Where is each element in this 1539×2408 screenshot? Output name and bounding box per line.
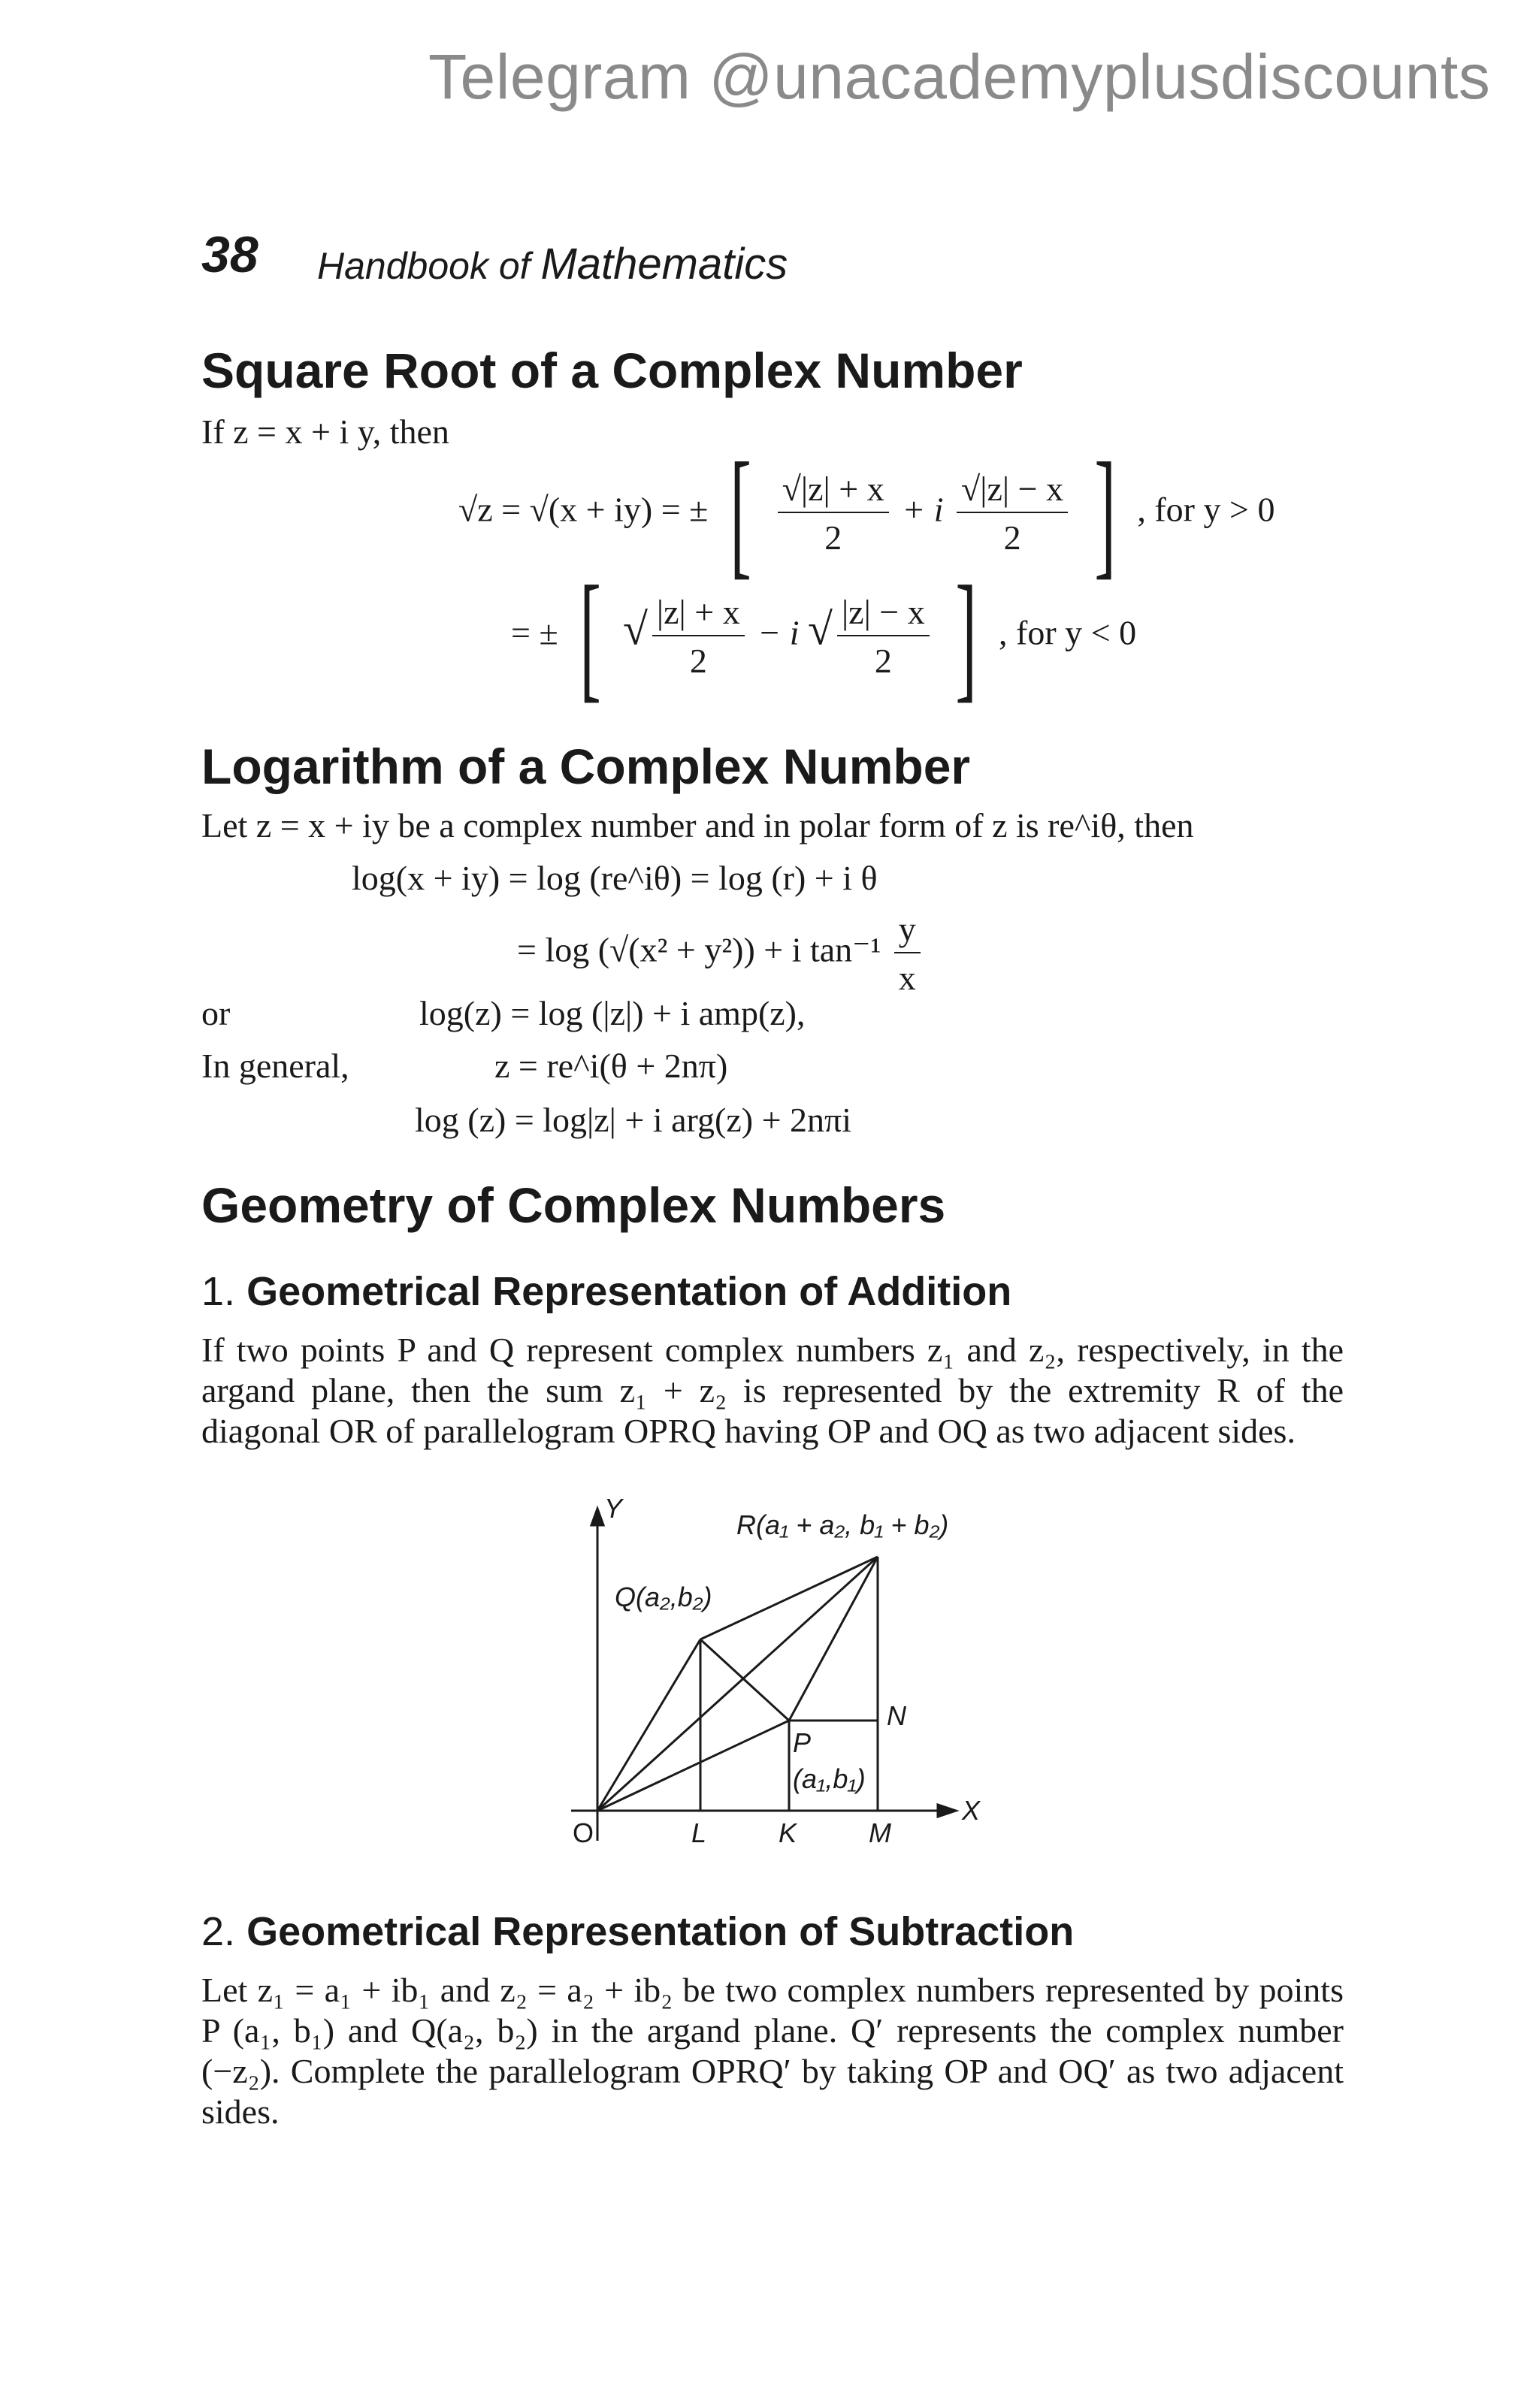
subsection-addition-title: [201, 1268, 1011, 1315]
watermark: Telegram @unacademyplusdiscounts: [428, 41, 1491, 112]
label-q: Q(a₂,b₂): [615, 1582, 712, 1612]
segment-pr: [789, 1557, 878, 1721]
eq2-condition: , for y < 0: [999, 613, 1137, 652]
log-line2-frac: [894, 909, 921, 998]
label-n: N: [887, 1700, 906, 1731]
eq2-num1: |z| + x: [652, 592, 745, 636]
x-axis-arrow-icon: [938, 1805, 956, 1817]
eq1-frac1: [778, 469, 889, 557]
eq1-plus-i: + i: [902, 490, 944, 529]
log-line1: log(x + iy) = log (re^iθ) = log (r) + i θ: [352, 859, 878, 897]
label-k: K: [779, 1817, 797, 1848]
subsection-addition-label: Geometrical Representation of Addition: [246, 1269, 1012, 1314]
eq1-den1: 2: [824, 518, 842, 557]
square-root-intro: If z = x + i y, then: [201, 412, 449, 451]
addition-parallelogram-diagram: [526, 1495, 992, 1856]
label-p: P: [793, 1727, 812, 1758]
addition-paragraph: If two points P and Q represent complex numbers z₁ and z₂, respectively, in the argand plane, then the sum z₁ + z₂ is represented by the extremity R of the diagonal OR of parallelogram OPRQ having OP and OQ as two adjacent sides.: [201, 1331, 1344, 1450]
subsection-subtraction-number: 2.: [201, 1909, 236, 1954]
log-line2-num: y: [894, 909, 921, 953]
eq2-frac2: [837, 592, 930, 681]
page-number: 38: [201, 226, 259, 283]
book-prefix: Handbook of: [317, 245, 531, 287]
y-axis-arrow-icon: [591, 1509, 603, 1525]
diagonal-qp: [700, 1639, 789, 1721]
label-p-coords: (a₁,b₁): [793, 1763, 866, 1794]
eq2-num2: |z| − x: [837, 592, 930, 636]
segment-op: [597, 1721, 789, 1811]
log-line2-main: = log (√(x² + y²)) + i tan⁻¹: [517, 930, 881, 969]
log-line4: z = re^i(θ + 2nπ): [494, 1047, 728, 1085]
label-x: X: [962, 1795, 981, 1826]
log-line5: log (z) = log|z| + i arg(z) + 2nπi: [415, 1101, 852, 1139]
eq1-frac2: [957, 469, 1068, 557]
label-m: M: [869, 1817, 891, 1848]
log-line3: log(z) = log (|z|) + i amp(z),: [419, 994, 806, 1032]
or-label: or: [201, 994, 231, 1032]
eq2-den2: 2: [874, 642, 892, 680]
square-root-eq1: √z = √(x + iy) = ± [ $\frac{√|z| + x}{2}$ + i $\frac{√|z| - x}{2}$ ] , for y > 0: [458, 434, 1275, 592]
eq1-lhs: √z = √(x + iy) = ±: [458, 490, 709, 529]
eq2-frac1: [652, 592, 745, 681]
logarithm-intro: Let z = x + iy be a complex number and in polar form of z is re^iθ, then: [201, 806, 1194, 844]
section-title-square-root: Square Root of a Complex Number: [201, 343, 1023, 398]
log-line2: [517, 909, 925, 998]
segment-oq: [597, 1639, 700, 1811]
subsection-addition-number: 1.: [201, 1269, 236, 1314]
eq2-minus-i: − i: [757, 613, 800, 652]
book-subject: Mathematics: [540, 240, 788, 289]
eq1-den2: 2: [1003, 518, 1021, 557]
in-general-label: In general,: [201, 1047, 349, 1085]
label-origin: O: [573, 1817, 594, 1848]
eq1-num2: √|z| − x: [957, 469, 1068, 513]
subsection-subtraction-label: Geometrical Representation of Subtraction: [246, 1909, 1075, 1954]
segment-qr: [700, 1557, 878, 1639]
subtraction-paragraph: Let z₁ = a₁ + ib₁ and z₂ = a₂ + ib₂ be two complex numbers represented by points P (a₁, b₁) and Q(a₂, b₂) in the argand plane. Q′ represents the complex number (−z₂). Complete the parallelogram OPRQ′ by taking OP and OQ′ as two adjacent sides.: [201, 1971, 1344, 2131]
log-line2-den: x: [898, 959, 916, 997]
eq1-num1: √|z| + x: [778, 469, 889, 513]
section-title-geometry: Geometry of Complex Numbers: [201, 1177, 946, 1233]
eq1-condition: , for y > 0: [1137, 490, 1275, 529]
label-y: Y: [604, 1495, 623, 1524]
subsection-subtraction-title: [201, 1908, 1074, 1955]
square-root-eq2: = ± [ √ $\frac{|z| + x}{2}$ − i √ $\frac{|z| - x}{2}$ ] , for y < 0: [511, 557, 1137, 715]
eq2-lhs: = ±: [511, 613, 558, 652]
eq2-den1: 2: [689, 642, 707, 680]
label-l: L: [691, 1817, 707, 1848]
label-r: R(a₁ + a₂, b₁ + b₂): [736, 1509, 949, 1540]
running-header: [317, 239, 788, 289]
section-title-logarithm: Logarithm of a Complex Number: [201, 739, 971, 794]
